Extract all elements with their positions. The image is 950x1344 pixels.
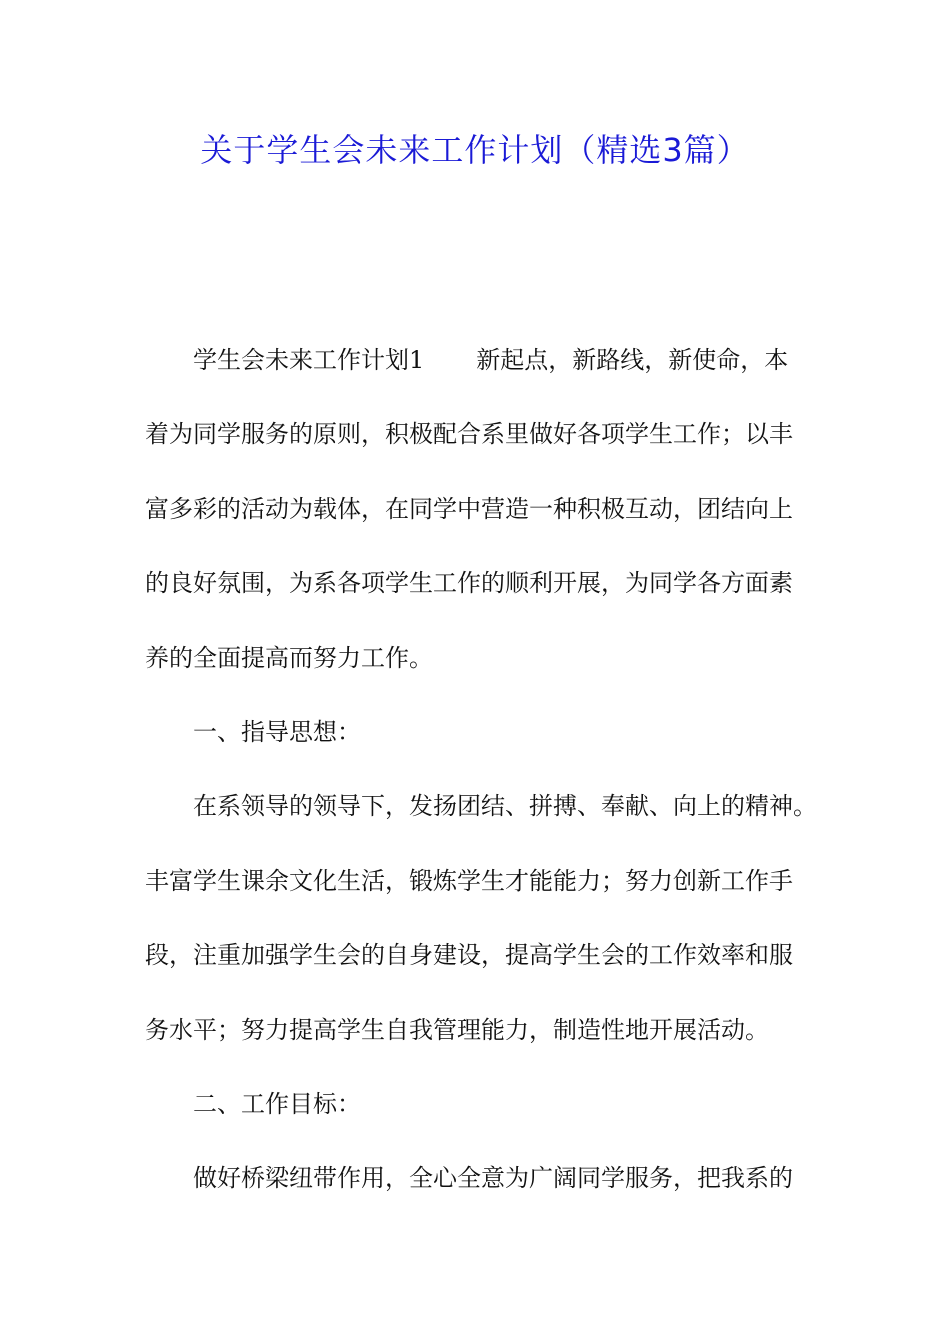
document-body <box>145 338 817 1231</box>
paragraph-line: 丰富学生课余文化生活，锻炼学生才能能力；努力创新工作手 <box>145 866 793 895</box>
paragraph-line: 做好桥梁纽带作用，全心全意为广阔同学服务，把我系的 <box>193 1164 793 1193</box>
plan-heading: 学生会未来工作计划1 <box>193 346 425 374</box>
paragraph-line: 着为同学服务的原则，积极配合系里做好各项学生工作；以丰 <box>145 420 793 449</box>
paragraph-line: 的良好氛围，为系各项学生工作的顺利开展，为同学各方面素 <box>145 569 793 598</box>
paragraph-line: 养的全面提高而努力工作。 <box>145 643 433 672</box>
section-heading-work-goals: 二、工作目标： <box>193 1089 361 1118</box>
document-title: 关于学生会未来工作计划（精选3篇） <box>200 131 750 169</box>
paragraph-text: 新起点，新路线，新使命，本 <box>476 346 789 374</box>
paragraph-line: 富多彩的活动为载体，在同学中营造一种积极互动，团结向上 <box>145 494 793 523</box>
paragraph-line: 务水平；努力提高学生自我管理能力，制造性地开展活动。 <box>145 1015 769 1044</box>
paragraph-line: 段，注重加强学生会的自身建设，提高学生会的工作效率和服 <box>145 941 793 970</box>
section-heading-guiding-ideas: 一、指导思想： <box>193 717 361 746</box>
paragraph-line <box>145 338 810 412</box>
paragraph-line: 在系领导的领导下，发扬团结、拼搏、奉献、向上的精神。 <box>193 792 817 821</box>
